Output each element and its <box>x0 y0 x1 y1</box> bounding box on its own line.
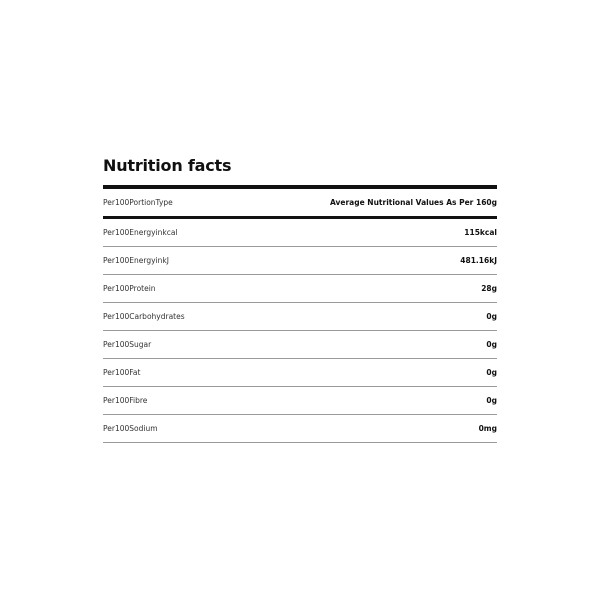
nutrient-value: 0g <box>486 312 497 321</box>
nutrient-label: Per100Protein <box>103 284 156 293</box>
nutrition-row-sugar <box>103 331 497 359</box>
nutrient-value: 0g <box>486 396 497 405</box>
nutrient-label: Per100Fat <box>103 368 141 377</box>
nutrient-value: 115kcal <box>464 228 497 237</box>
nutrient-value: 0g <box>486 368 497 377</box>
nutrient-label: Per100EnergyinkJ <box>103 256 169 265</box>
nutrient-label: Per100Sugar <box>103 340 152 349</box>
nutrient-label: Per100Fibre <box>103 396 148 405</box>
nutrition-row-energy-kcal <box>103 219 497 247</box>
nutrition-facts-panel <box>103 155 497 443</box>
nutrient-label: Per100Energyinkcal <box>103 228 178 237</box>
portion-type-label: Per100PortionType <box>103 198 173 207</box>
nutrient-value: 28g <box>481 284 497 293</box>
nutrient-value: 0g <box>486 340 497 349</box>
nutrient-label: Per100Carbohydrates <box>103 312 185 321</box>
portion-type-row <box>103 189 497 219</box>
nutrient-value: 0mg <box>478 424 497 433</box>
nutrition-row-fibre <box>103 387 497 415</box>
nutrition-row-energy-kj <box>103 247 497 275</box>
nutrition-row-sodium <box>103 415 497 443</box>
portion-type-value: Average Nutritional Values As Per 160g <box>329 198 497 207</box>
nutrient-label: Per100Sodium <box>103 424 158 433</box>
nutrition-row-fat <box>103 359 497 387</box>
nutrition-row-protein <box>103 275 497 303</box>
nutrition-facts-title: Nutrition facts <box>103 156 232 175</box>
nutrition-row-carbohydrates <box>103 303 497 331</box>
nutrient-value: 481.16kJ <box>460 256 497 265</box>
